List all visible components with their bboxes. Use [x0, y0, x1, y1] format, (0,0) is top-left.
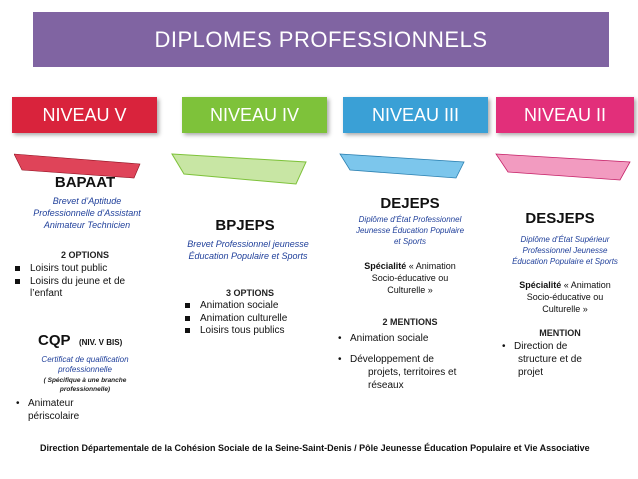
- niveau-iii-header: [343, 97, 488, 133]
- bapaat-subtitle-line-3: Animateur Technicien: [43, 220, 131, 230]
- niveau-ii-header: [496, 97, 634, 133]
- list-item: Loisirs tous publics: [182, 325, 332, 338]
- dejeps-spec-label: Spécialité: [364, 261, 407, 271]
- desjeps-specialite: [494, 279, 636, 315]
- list-item: Loisirs tout public: [12, 263, 162, 276]
- list-item: Loisirs du jeune et de: [12, 276, 162, 289]
- desjeps-spec-line-2: Socio-éducative ou: [526, 292, 604, 302]
- dejeps-subtitle: [340, 214, 480, 247]
- desjeps-subtitle-line-3: Éducation Populaire et Sports: [512, 257, 618, 266]
- cqp-subtitle-line-2: professionnelle: [58, 365, 112, 374]
- page-title: DIPLOMES PROFESSIONNELS: [154, 26, 488, 52]
- bapaat-options-heading: 2 OPTIONS: [60, 250, 109, 260]
- cqp-subtitle-line-1: Certificat de qualification: [41, 355, 129, 364]
- list-item: • Développement de: [336, 354, 486, 367]
- niveau-iv-flag-shape: [170, 150, 310, 190]
- bapaat-option-continuation: l’enfant: [30, 288, 63, 299]
- bapaat-options-list: [12, 263, 162, 288]
- desjeps-mention-list: [500, 341, 630, 354]
- niveau-ii-label: NIVEAU II: [523, 104, 607, 125]
- page-title-banner: [33, 12, 609, 67]
- list-item: Animation sociale: [182, 300, 332, 313]
- list-item: • Animation sociale: [336, 333, 486, 346]
- cqp-level-note: (NIV. V BIS): [78, 338, 123, 347]
- bpjeps-subtitle: [178, 238, 318, 262]
- dejeps-specialite: [340, 260, 480, 296]
- desjeps-mention-line-2: structure et de: [518, 354, 582, 365]
- bapaat-title: BAPAAT: [54, 174, 116, 191]
- niveau-iv-label: NIVEAU IV: [209, 104, 300, 125]
- footer-credit: Direction Départementale de la Cohésion Sociale de la Seine-Saint-Denis / Pôle Jeunesse Éducation Populaire et Vie Associative: [40, 443, 590, 453]
- bapaat-subtitle: [15, 195, 159, 231]
- list-item: • Direction de: [500, 341, 630, 354]
- desjeps-spec-label: Spécialité: [519, 280, 562, 290]
- desjeps-mention-line-3: projet: [518, 366, 544, 378]
- cqp-item-continuation: périscolaire: [28, 411, 80, 422]
- dejeps-mentions-heading: 2 MENTIONS: [382, 317, 438, 327]
- list-item: • Animateur: [14, 398, 144, 411]
- bpjeps-subtitle-line-2: Éducation Populaire et Sports: [188, 251, 308, 261]
- dejeps-mention-line-4: réseaux: [368, 379, 404, 391]
- dejeps-subtitle-line-1: Diplôme d’État Professionnel: [358, 215, 462, 224]
- desjeps-title: DESJEPS: [525, 210, 595, 227]
- cqp-subtitle: [30, 355, 140, 375]
- dejeps-title: DEJEPS: [380, 195, 440, 212]
- niveau-iv-header: [182, 97, 327, 133]
- dejeps-subtitle-line-3: et Sports: [393, 237, 426, 246]
- dejeps-mentions-list-2: [336, 354, 486, 367]
- desjeps-mention-continuation: [518, 354, 582, 379]
- bpjeps-title: BPJEPS: [215, 217, 275, 234]
- desjeps-spec-line-1: « Animation: [563, 280, 611, 290]
- cqp-note-line-2: professionnelle): [59, 386, 111, 393]
- desjeps-subtitle-line-1: Diplôme d’État Supérieur: [520, 235, 610, 244]
- dejeps-subtitle-line-2: Jeunesse Éducation Populaire: [355, 226, 465, 235]
- bpjeps-options-heading: 3 OPTIONS: [225, 288, 274, 298]
- desjeps-spec-line-3: Culturelle »: [542, 304, 588, 314]
- cqp-title: CQP: [38, 332, 71, 349]
- desjeps-subtitle: [494, 234, 636, 267]
- bapaat-subtitle-line-2: Professionnelle d’Assistant: [33, 208, 141, 218]
- dejeps-spec-line-1: « Animation: [408, 261, 456, 271]
- dejeps-mention-line-3: projets, territoires et: [368, 367, 457, 378]
- bpjeps-subtitle-line-1: Brevet Professionnel jeunesse: [187, 239, 309, 249]
- desjeps-subtitle-line-2: Professionnel Jeunesse: [522, 246, 608, 255]
- cqp-heading: [38, 332, 178, 350]
- bpjeps-options-list: [182, 300, 332, 338]
- cqp-note: [30, 376, 140, 394]
- niveau-ii-flag-shape: [494, 150, 634, 184]
- dejeps-spec-line-2: Socio-éducative ou: [371, 273, 449, 283]
- niveau-v-label: NIVEAU V: [42, 104, 127, 125]
- niveau-iii-label: NIVEAU III: [371, 104, 460, 125]
- list-item: Animation culturelle: [182, 313, 332, 326]
- dejeps-mention-continuation: [368, 367, 456, 392]
- cqp-items-list: [14, 398, 144, 411]
- dejeps-mentions-list: [336, 333, 486, 346]
- dejeps-spec-line-3: Culturelle »: [387, 285, 433, 295]
- niveau-iii-flag-shape: [338, 150, 468, 182]
- niveau-v-header: [12, 97, 157, 133]
- cqp-note-line-1: ( Spécifique à une branche: [43, 377, 127, 384]
- desjeps-mention-heading: MENTION: [539, 328, 581, 338]
- bapaat-subtitle-line-1: Brevet d’Aptitude: [52, 196, 122, 206]
